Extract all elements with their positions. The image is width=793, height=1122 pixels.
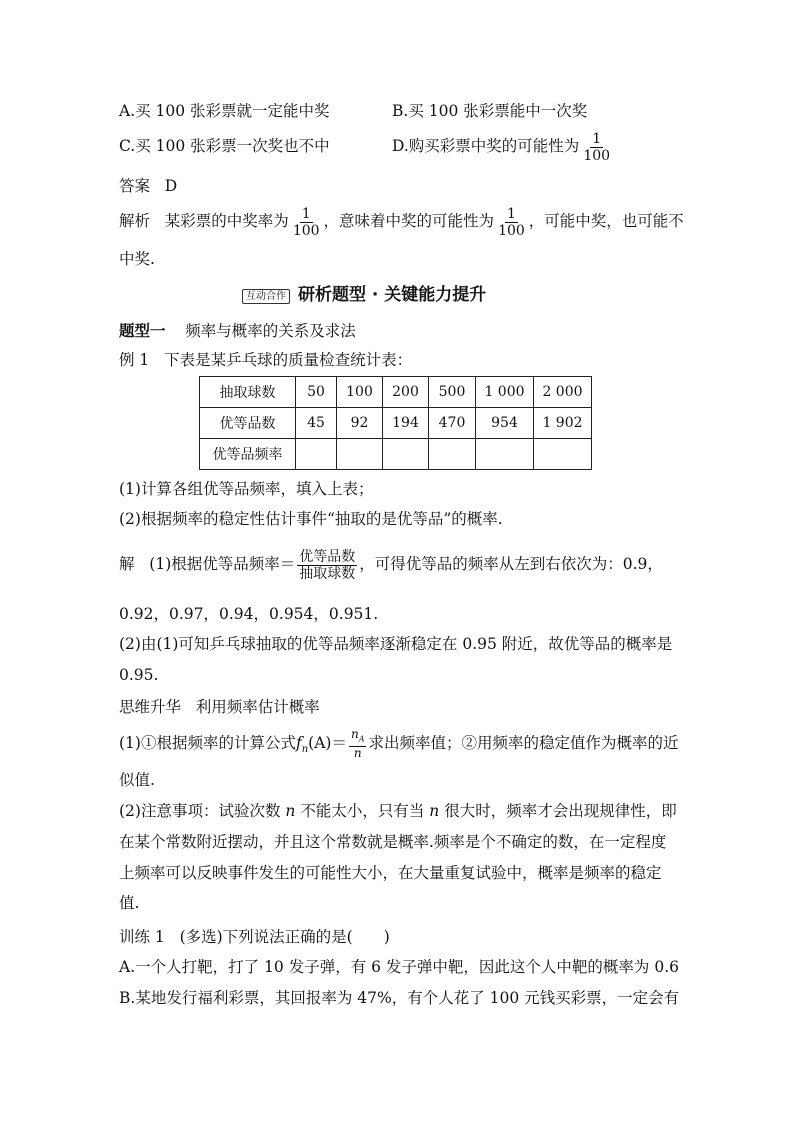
quality-table bbox=[199, 376, 592, 470]
table-cell: 92 bbox=[337, 408, 383, 439]
fraction-denominator: 100 bbox=[292, 222, 320, 239]
table-row bbox=[200, 408, 592, 439]
table-cell bbox=[383, 439, 429, 470]
analysis-text-2: ，意味着中奖的可能性为 bbox=[323, 212, 495, 230]
formula-fraction bbox=[349, 728, 367, 759]
thinking-heading bbox=[119, 697, 320, 717]
option-d bbox=[392, 128, 614, 164]
thinking-text-1: (1)①根据频率的计算公式 bbox=[119, 734, 296, 752]
fraction-denominator: n bbox=[353, 745, 362, 760]
training-option-a: A.一个人打靶，打了 10 发子弹，有 6 发子弹中靶，因此这个人中靶的概率为 0.6 bbox=[119, 958, 679, 976]
variable-n: n bbox=[285, 802, 296, 820]
thinking-p2-text-3: 很大时，频率才会出现规律性，即 bbox=[444, 802, 677, 820]
fraction-numerator: 1 bbox=[592, 130, 602, 147]
fraction-denominator: 抽取球数 bbox=[299, 565, 356, 582]
fraction-numerator: 1 bbox=[506, 205, 516, 222]
section-heading bbox=[242, 284, 486, 306]
table-cell bbox=[476, 439, 534, 470]
answer-value: D bbox=[164, 177, 178, 195]
answer-line bbox=[119, 176, 177, 196]
table-cell: 954 bbox=[476, 408, 534, 439]
thinking-point-2-line-4: 值. bbox=[119, 894, 140, 912]
thinking-point-2 bbox=[119, 801, 677, 821]
table-cell: 470 bbox=[429, 408, 476, 439]
analysis-fraction-1 bbox=[291, 206, 322, 239]
thinking-point-2-line-2: 在某个常数附近摆动，并且这个常数就是概率.频率是个不确定的数，在一定程度 bbox=[119, 833, 667, 851]
analysis-fraction-2 bbox=[496, 206, 527, 239]
table-cell: 1 902 bbox=[534, 408, 592, 439]
table-cell: 50 bbox=[296, 377, 337, 408]
fraction-numerator: $n_A$ bbox=[349, 728, 367, 746]
fraction-denominator: 100 bbox=[583, 147, 611, 164]
training-heading bbox=[119, 927, 390, 947]
solution-fraction bbox=[297, 549, 357, 582]
question-1: (1)计算各组优等品频率，填入上表； bbox=[119, 480, 374, 498]
table-cell bbox=[337, 439, 383, 470]
thinking-p2-text-2: 不能太小，只有当 bbox=[300, 802, 425, 820]
table-cell: 194 bbox=[383, 408, 429, 439]
analysis-label: 解析 bbox=[119, 212, 151, 230]
solution-line-2: 0.92，0.97，0.94，0.954，0.951. bbox=[119, 605, 379, 623]
solution-line-3: (2)由(1)可知乒乓球抽取的优等品频率逐渐稳定在 0.95 附近，故优等品的概率是 bbox=[119, 635, 673, 653]
example-text: 下表是某乒乓球的质量检查统计表： bbox=[164, 351, 413, 369]
solution-label: 解 bbox=[119, 555, 135, 573]
thinking-point-1-cont: 似值. bbox=[119, 771, 155, 789]
table-cell: 抽取球数 bbox=[200, 377, 296, 408]
training-text: (多选)下列说法正确的是( ) bbox=[179, 928, 390, 946]
answer-label: 答案 bbox=[119, 177, 151, 195]
question-2: (2)根据频率的稳定性估计事件“抽取的是优等品”的概率. bbox=[119, 510, 503, 528]
fraction-denominator: 100 bbox=[498, 222, 525, 239]
section-badge: 互动合作 bbox=[242, 289, 290, 304]
table-cell bbox=[534, 439, 592, 470]
training-option-b: B.某地发行福利彩票，其回报率为 47%，有个人花了 100 元钱买彩票，一定会有 bbox=[119, 989, 680, 1007]
option-d-fraction bbox=[581, 131, 612, 164]
table-cell bbox=[296, 439, 337, 470]
analysis-text-1: 某彩票的中奖率为 bbox=[164, 212, 289, 230]
option-d-text: D.购买彩票中奖的可能性为 bbox=[392, 137, 580, 155]
solution-line-4: 0.95. bbox=[119, 666, 159, 684]
thinking-point-1 bbox=[119, 726, 679, 767]
formula-subscript: n bbox=[301, 744, 309, 756]
table-cell: 优等品频率 bbox=[200, 439, 296, 470]
example-heading bbox=[119, 350, 412, 370]
fraction-numerator: 优等品数 bbox=[299, 548, 356, 565]
option-c: C.买 100 张彩票一次奖也不中 bbox=[119, 137, 330, 155]
table-row bbox=[200, 439, 592, 470]
type-title: 频率与概率的关系及求法 bbox=[185, 322, 356, 340]
analysis-line bbox=[119, 203, 684, 239]
table-cell: 100 bbox=[337, 377, 383, 408]
example-label: 例 1 bbox=[119, 351, 150, 369]
analysis-line-2: 中奖. bbox=[119, 250, 155, 268]
thinking-p2-text-1: (2)注意事项：试验次数 bbox=[119, 802, 281, 820]
thinking-title: 利用频率估计概率 bbox=[195, 698, 320, 716]
table-cell: 优等品数 bbox=[200, 408, 296, 439]
table-row bbox=[200, 377, 592, 408]
table-cell: 200 bbox=[383, 377, 429, 408]
table-cell bbox=[429, 439, 476, 470]
type-heading bbox=[119, 321, 356, 341]
variable-n: n bbox=[429, 802, 440, 820]
solution-text-1: (1)根据优等品频率＝ bbox=[149, 555, 296, 573]
table-cell: 1 000 bbox=[476, 377, 534, 408]
fraction-numerator: 1 bbox=[301, 205, 311, 222]
option-b: B.买 100 张彩票能中一次奖 bbox=[392, 102, 588, 120]
section-title: 研析题型 · 关键能力提升 bbox=[298, 285, 487, 305]
option-a: A.买 100 张彩票就一定能中奖 bbox=[119, 102, 330, 120]
type-label: 题型一 bbox=[119, 321, 166, 340]
thinking-point-2-line-3: 上频率可以反映事件发生的可能性大小，在大量重复试验中，概率是频率的稳定 bbox=[119, 864, 662, 882]
solution-line-1 bbox=[119, 545, 663, 583]
analysis-text-3: ，可能中奖，也可能不 bbox=[528, 212, 684, 230]
thinking-label: 思维升华 bbox=[119, 698, 182, 716]
table-cell: 45 bbox=[296, 408, 337, 439]
solution-text-2: ，可得优等品的频率从左到右依次为：0.9， bbox=[359, 555, 663, 573]
table-cell: 500 bbox=[429, 377, 476, 408]
training-label: 训练 1 bbox=[119, 928, 165, 946]
table-cell: 2 000 bbox=[534, 377, 592, 408]
formula-arg: (A)＝ bbox=[308, 734, 347, 752]
thinking-text-2: 求出频率值；②用频率的稳定值作为概率的近 bbox=[368, 734, 679, 752]
formula-f: f bbox=[295, 734, 302, 752]
